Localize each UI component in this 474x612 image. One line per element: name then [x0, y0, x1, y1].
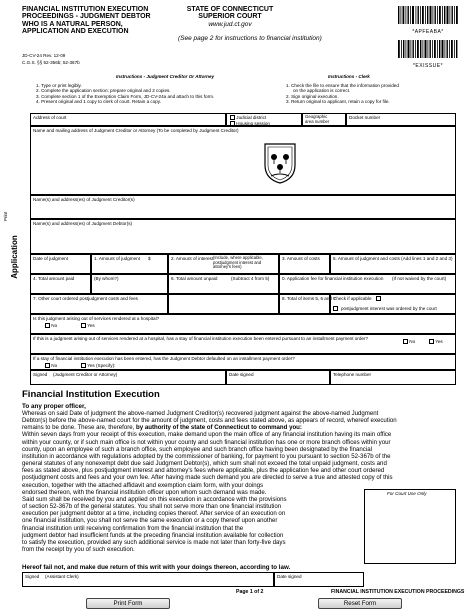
field-label: 4. Total amount paid [33, 276, 75, 281]
amount-of-costs-field[interactable] [279, 254, 330, 274]
field-label: Signed [25, 574, 40, 579]
installment-question [30, 334, 456, 354]
page-number: Page 1 of 2 [236, 589, 264, 595]
print-form-button[interactable]: Print Form [86, 598, 170, 609]
barcode-text: *APFEABA* [412, 29, 444, 35]
date-of-judgment-field[interactable] [30, 254, 91, 274]
docket-number-field[interactable] [346, 113, 456, 126]
hospital-question [30, 314, 456, 334]
total-items-field[interactable] [279, 294, 336, 314]
instruction-item: 4. Present original and 1 copy to clerk of court. Retain a copy. [36, 98, 162, 104]
paid-by-whom-field[interactable] [91, 274, 168, 294]
form-title [22, 6, 172, 35]
defaulted-no-option[interactable] [45, 363, 57, 368]
option-label: No [51, 363, 58, 368]
execution-line: endorsed thereon, with the financial institution officer upon whom such demand was made. [22, 488, 267, 496]
court-use-label: For Court Use Only [387, 491, 427, 496]
execution-line: institution in accordance with regulations adopted by the commissioner of banking, for payment to you pursuant to section 52-367b of the [22, 452, 391, 460]
total-unpaid-field[interactable] [168, 274, 279, 294]
execution-line: Said sum shall be received by you and applied on this execution in accordance with the provisions [22, 495, 287, 503]
field-label: 0. Application fee for financial institution execution [282, 276, 384, 281]
execution-line: general statutes of any nonexempt debt due said Judgment Debtor(s), which sum shall not exceed the total unpaid judgment, costs and [22, 460, 387, 468]
checkbox[interactable] [230, 115, 235, 120]
form-title-line: WHO IS A NATURAL PERSON, [22, 20, 123, 28]
total-paid-field[interactable] [30, 274, 91, 294]
other-costs-amount-field[interactable] [168, 294, 279, 314]
execution-line: Whereas on said Date of judgment the above-named Judgment Creditor(s) recovered judgment against the above-named Judgment [22, 410, 379, 417]
court-type-field [226, 113, 302, 126]
checkbox[interactable] [333, 306, 338, 311]
form-title-line: FINANCIAL INSTITUTION EXECUTION [22, 6, 149, 13]
field-note: (Subtract 4 from 5) [231, 276, 270, 281]
field-label: Date of judgment [33, 256, 68, 261]
creditor-mailing-address-field[interactable] [30, 126, 456, 195]
execution-line: one financial institution, you shall not serve the same execution or a copy thereof upon another [22, 517, 278, 525]
execution-title: Financial Institution Execution [22, 389, 160, 400]
checkbox[interactable] [429, 339, 434, 344]
form-title-line: APPLICATION AND EXECUTION [22, 28, 129, 36]
field-label: (By whom?) [94, 276, 119, 281]
telephone-field[interactable] [330, 370, 456, 385]
field-label: Docket number [349, 115, 381, 120]
installment-yes-option[interactable] [429, 339, 443, 344]
application-side-label: Application [10, 235, 19, 279]
court-use-box [364, 489, 456, 564]
creditor-signature-field[interactable] [30, 370, 226, 385]
field-label: Check if applicable [333, 296, 372, 301]
question-text: If a stay of financial institution execution has been entered, has the Judgment Debtor defaulted on an installment payment order? [33, 356, 295, 361]
instruction-item: 1. Check the file to ensure that the information provided [286, 83, 399, 88]
instruction-item: 1. Type or print legibly. [36, 83, 82, 88]
option-label: No [51, 323, 58, 328]
checkbox[interactable] [45, 363, 50, 368]
reset-form-button[interactable]: Reset Form [318, 598, 402, 609]
currency-sign: $ [148, 256, 151, 261]
judgment-debtors-field[interactable] [30, 219, 456, 254]
form-number: JD-CV-24 Rev. 12-09 [22, 53, 66, 58]
hospital-no-option[interactable] [45, 323, 57, 328]
execution-line: remains to be done. These are, therefore, by authority of the state of Connecticut to command you: [22, 424, 302, 432]
option-label: No [409, 339, 416, 344]
instruction-item: on the application is correct. [293, 88, 351, 94]
execution-line: county, upon an employee of such a branch office, such employee and such branch office having been designated by the financial [22, 445, 372, 453]
execution-line: postjudgment costs and fees and your own fee. After having made such demand you are directed to serve a true and attested copy of this [22, 474, 393, 482]
question-text: If this is a judgment arising out of services rendered at a hospital, has a stay of financial institution execution been entered pursuant to an installment payment order? [33, 336, 369, 341]
execution-line: financial institution until receiving confirmation from the financial institution that the [22, 524, 244, 532]
address-of-court-field[interactable] [30, 113, 226, 126]
state-name: STATE OF CONNECTICUT [186, 6, 274, 13]
execution-line: to satisfy the execution, provided any such additional service is made not later than forty-five days [22, 538, 286, 546]
field-label: postjudgment interest was ordered by the court [341, 306, 437, 311]
field-label: 8. Total of items 5, 6 and 7 [282, 296, 336, 301]
field-note: (Judgment Creditor or Attorney) [53, 372, 118, 377]
option-label: Yes [87, 323, 95, 328]
court-header [155, 6, 305, 28]
amount-of-interest-field[interactable] [168, 254, 279, 274]
print-label: Print [3, 211, 8, 221]
application-fee-field[interactable] [279, 274, 456, 294]
checkbox[interactable] [376, 296, 381, 301]
barcode-icon [398, 6, 458, 24]
judgment-and-costs-field[interactable] [330, 254, 456, 274]
ga-number-field[interactable] [302, 113, 346, 126]
clerk-signature-field[interactable] [22, 572, 274, 587]
field-label: Name(s) and address(es) of Judgment Creditor(s) [33, 197, 135, 202]
field-label: 5. Amount of judgment and costs (Add lines 1 and 2 and 3) [333, 256, 453, 261]
checkbox[interactable] [81, 323, 86, 328]
option-label: Yes (Specify): [87, 363, 116, 368]
checkbox[interactable] [45, 323, 50, 328]
clerk-instructions-title: Instructions - Clerk [328, 74, 370, 79]
creditor-instructions [36, 83, 214, 104]
execution-line: from the receipt by you of such execution. [22, 545, 135, 553]
question-text: Is this judgment arising out of services rendered at a hospital? [33, 316, 160, 321]
field-label: Name(s) and address(es) of Judgment Debtor(s) [33, 221, 133, 226]
field-note: (Include, where applicable, postjudgment interest and attorney's fees) [213, 255, 263, 270]
court-name: SUPERIOR COURT [198, 13, 262, 21]
judgment-creditors-field[interactable] [30, 195, 456, 219]
execution-line: execution, together with the attached affidavit and exemption claim form, with your doings [22, 481, 264, 489]
barcode-text: *EXISSUE* [412, 63, 444, 69]
execution-line: Within seven days from your receipt of this execution, make demand upon the main office of any financial institution having its main office [22, 431, 392, 439]
field-label: Signed [33, 372, 48, 377]
option-label: Housing session [236, 121, 270, 126]
installment-no-option[interactable] [403, 339, 415, 344]
execution-line: within your county, or if such main office is not within your county and such financial institution has one or more branch offices within your [22, 438, 391, 446]
instruction-item: 2. Sign original execution. [286, 93, 339, 99]
to-officer: To any proper officer, [22, 403, 86, 410]
field-label: Date signed [229, 372, 254, 377]
date-signed-field[interactable] [226, 370, 330, 385]
defaulted-question [30, 354, 456, 370]
barcode-bottom [398, 40, 458, 69]
field-label: 3. Amount of costs [282, 256, 320, 261]
hospital-yes-option[interactable] [81, 323, 95, 328]
execution-line: of section 52-367b of the general statutes. You shall not serve more than one financial institution [22, 503, 282, 511]
amount-of-judgment-field[interactable] [91, 254, 168, 274]
checkbox[interactable] [403, 339, 408, 344]
option-label: Judicial district [236, 115, 267, 120]
see-page-note: (See page 2 for instructions to financial institution) [178, 35, 322, 42]
check-if-applicable-field [330, 294, 456, 314]
field-note: (Assistant Clerk) [45, 574, 79, 579]
barcode-top [398, 6, 458, 35]
instruction-item: 2. Complete the application section; prepare original and 2 copies. [36, 88, 171, 94]
execution-line: execution per judgment debtor at a time, including copies thereof. After service of an execution on [22, 510, 286, 518]
hereof-statement: Hereof fail not, and make due return of this writ with your doings thereon, according to law. [22, 564, 291, 571]
other-costs-field[interactable] [30, 294, 168, 314]
checkbox[interactable] [81, 363, 86, 368]
instructions-box [22, 71, 454, 115]
field-label: Name and mailing address of Judgment Creditor or Attorney (To be completed by Judgment Creditor) [33, 128, 239, 133]
field-label: 7. Other court ordered postjudgment costs and fees [33, 296, 138, 301]
instruction-item: 3. Return original to applicant, retain a copy for file. [286, 98, 390, 104]
instruction-item: 3. Complete section 1 of the Exemption Claim Form, JD-CV-24a and attach to this form. [36, 93, 215, 99]
execution-line: fees as stated above, plus postjudgment interest and attorney's fees where applicable, plus the application fee and other court ordered [22, 467, 385, 475]
website: www.jud.ct.gov [208, 20, 252, 28]
execution-line: judgment debtor had insufficient funds at the preceding financial institution available for collection [22, 531, 284, 539]
footer-form-name: FINANCIAL INSTITUTION EXECUTION PROCEEDINGS [331, 589, 465, 595]
judicial-district-option[interactable] [230, 115, 266, 120]
clerk-date-signed-field[interactable] [274, 572, 364, 587]
field-label: Date signed [277, 574, 302, 579]
creditor-instructions-title: Instructions - Judgment Creditor Or Attorney [116, 74, 215, 79]
clerk-instructions [286, 83, 399, 104]
barcode-icon [398, 40, 458, 58]
state-seal-icon [262, 141, 298, 185]
execution-line: Debtor(s) before the above-named court for the amount of judgment, costs and fees stated above, as appears of record, whereof execution [22, 417, 397, 425]
form-title-line: PROCEEDINGS - JUDGMENT DEBTOR [22, 13, 151, 21]
field-label: 6. Total amount unpaid [171, 276, 218, 281]
field-label: Geographic area number [305, 114, 330, 124]
field-note: (If not waived by the court) [392, 276, 447, 281]
execution-bold-phrase: by authority of the state of Connecticut to command you: [136, 424, 302, 432]
statutes: C.G.S. §§ 52-356b; 52-367b [22, 60, 80, 65]
field-label: 1. Amount of judgment [94, 256, 140, 261]
field-label: Telephone number [333, 372, 372, 377]
field-label: 2. Amount of interest [171, 256, 214, 261]
defaulted-yes-option[interactable] [81, 363, 115, 368]
option-label: Yes [435, 339, 443, 344]
field-label: Address of court [33, 115, 67, 120]
